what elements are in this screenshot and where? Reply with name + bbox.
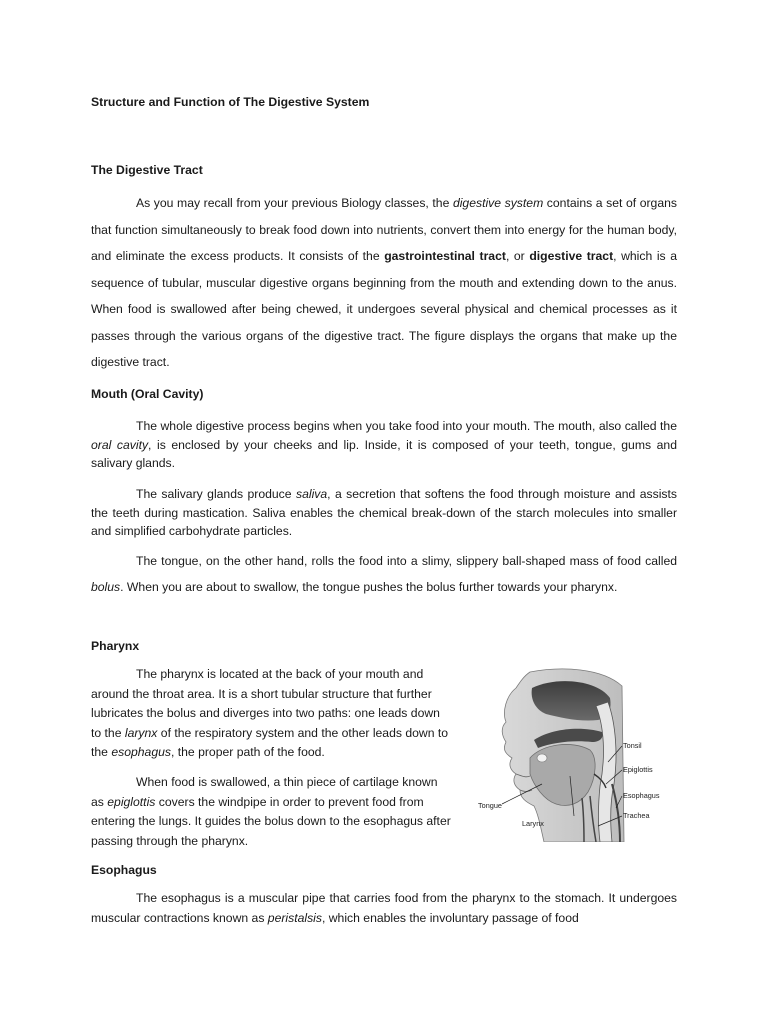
section-heading-digestive-tract: The Digestive Tract — [91, 163, 203, 177]
pharynx-illustration — [472, 666, 672, 842]
pharynx-anatomy-figure — [472, 666, 672, 842]
label-esophagus: Esophagus — [623, 791, 660, 800]
document-title: Structure and Function of The Digestive System — [91, 95, 370, 109]
paragraph-pharynx-1: The pharynx is located at the back of your mouth and around the throat area. It is a short tubular structure that further lubricates the bolus and diverges into two paths: one leads down to the larynx of the respiratory system and the other leads down to the esophagus, the proper path of the food. — [91, 667, 449, 759]
label-larynx: Larynx — [522, 819, 544, 828]
paragraph-mouth-2: The salivary glands produce saliva, a secretion that softens the food through moisture and assists the teeth during mastication. Saliva enables the chemical break-down of the starch molecules into smaller and simplified carbohydrate particles. — [91, 487, 677, 538]
section-heading-mouth: Mouth (Oral Cavity) — [91, 387, 204, 401]
paragraph-pharynx-2: When food is swallowed, a thin piece of cartilage known as epiglottis covers the windpipe in order to prevent food from entering the lungs. It guides the bolus down to the esophagus after passing through the pharynx. — [91, 775, 451, 848]
paragraph-mouth-3: The tongue, on the other hand, rolls the food into a slimy, slippery ball-shaped mass of food called bolus. When you are about to swallow, the tongue pushes the bolus further towards your pharynx. — [91, 554, 677, 594]
paragraph-digestive-tract: As you may recall from your previous Biology classes, the digestive system contains a set of organs that function simultaneously to break food down into nutrients, convert them into energy for the human body, and eliminate the excess products. It consists of the gastrointestinal tract, or digestive tract, which is a sequence of tubular, muscular digestive organs beginning from the mouth and extending down to the anus. When food is swallowed after being chewed, it undergoes several physical and chemical processes as it passes through the various organs of the digestive tract. The figure displays the organs that make up the digestive tract. — [91, 196, 677, 369]
paragraph-esophagus: The esophagus is a muscular pipe that carries food from the pharynx to the stomach. It undergoes muscular contractions known as peristalsis, which enables the involuntary passage of food — [91, 891, 677, 925]
label-trachea: Trachea — [623, 811, 650, 820]
label-tonsil: Tonsil — [623, 741, 642, 750]
section-heading-pharynx: Pharynx — [91, 639, 140, 653]
paragraph-mouth-1: The whole digestive process begins when you take food into your mouth. The mouth, also called the oral cavity, is enclosed by your cheeks and lip. Inside, it is composed of your teeth, tongue, gums and salivary glands. — [91, 419, 677, 470]
label-tongue: Tongue — [478, 801, 502, 810]
section-heading-esophagus: Esophagus — [91, 863, 157, 877]
label-epiglottis: Epiglottis — [623, 765, 653, 774]
